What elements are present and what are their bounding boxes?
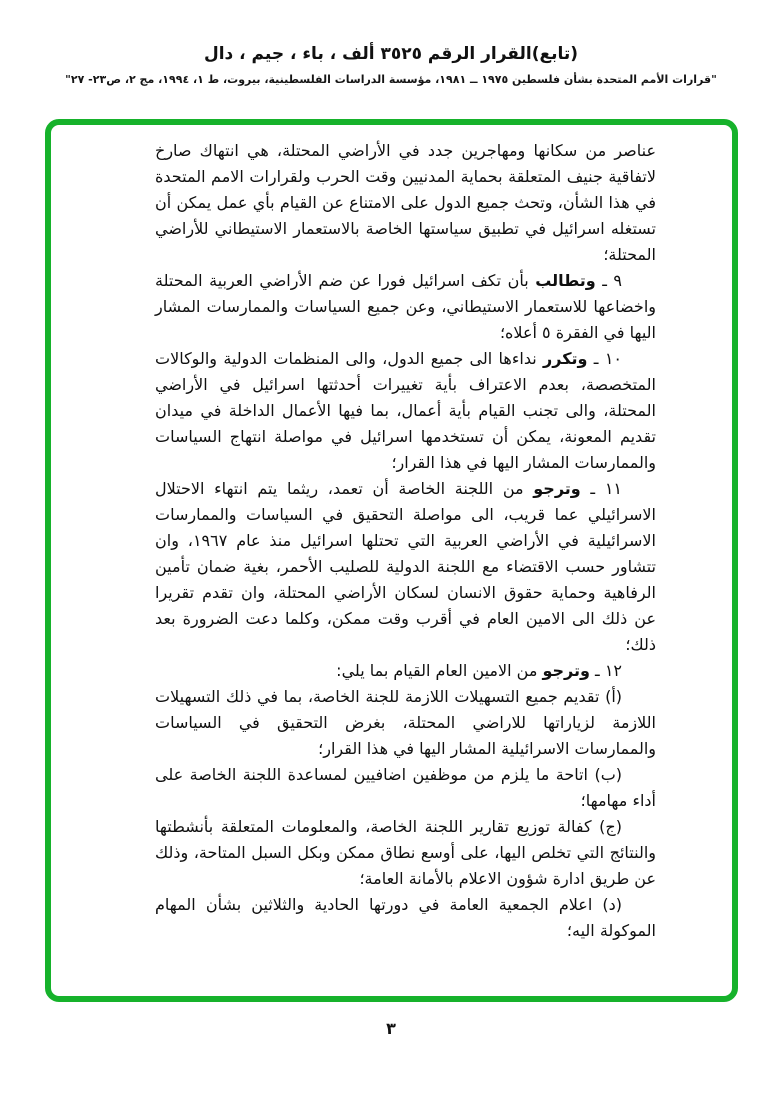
- paragraph-number: (أ): [599, 687, 623, 706]
- paragraph-subitem-d: [155, 892, 656, 944]
- paragraph-item-11: [155, 476, 656, 658]
- document-body: [155, 138, 656, 944]
- paragraph-number: ١٢ ـ: [589, 661, 622, 680]
- paragraph-lead: وتطالب: [535, 271, 596, 290]
- paragraph-text: عناصر من سكانها ومهاجرين جدد في الأراضي المحتلة، هي انتهاك صارخ لاتفاقية جنيف المتعلقة بحماية المدنيين وقت الحرب ولقرارات الامم المتحدة في هذا الشأن، وتحث جميع الدول على الامتناع عن القيام بأي عمل يمكن أن تستغله اسرائيل في تطبيق سياستها الخاصة بالاستعمار الاستيطاني للأراضي المحتلة؛: [155, 141, 656, 264]
- paragraph-text: نداءها الى جميع الدول، والى المنظمات الدولية والوكالات المتخصصة، بعدم الاعتراف بأية تغييرات أحدثتها اسرائيل في الأراضي المحتلة، والى تجنب القيام بأية أعمال، بما فيها الأعمال الداخلة في ميدان تقديم المعونة، يمكن أن تستخدمها اسرائيل في مواصلة انتهاج السياسات والممارسات المشار اليها في هذا القرار؛: [155, 349, 656, 472]
- paragraph-item-12: [155, 658, 656, 684]
- page-header: [0, 44, 782, 86]
- resolution-title: (تابع)القرار الرقم ٣٥٢٥ ألف ، باء ، جيم ، دال: [203, 44, 579, 64]
- paragraph-number: (ب): [587, 765, 622, 784]
- paragraph-text: اتاحة ما يلزم من موظفين اضافيين لمساعدة اللجنة الخاصة على أداء مهامها؛: [155, 765, 656, 810]
- paragraph-text: اعلام الجمعية العامة في دورتها الحادية والثلاثين بشأن المهام الموكولة اليه؛: [155, 895, 656, 940]
- paragraph-subitem-a: [155, 684, 656, 762]
- paragraph-item-10: [155, 346, 656, 476]
- paragraph-item-9: [155, 268, 656, 346]
- paragraph-subitem-j: [155, 814, 656, 892]
- paragraph-text: تقديم جميع التسهيلات اللازمة للجنة الخاصة، بما في ذلك التسهيلات اللازمة لزياراتها للاراضي المحتلة، بغرض التحقيق في السياسات والممارسات الاسرائيلية المشار اليها في هذا القرار؛: [155, 687, 656, 758]
- paragraph-text: من اللجنة الخاصة أن تعمد، ريثما يتم انتهاء الاحتلال الاسرائيلي عما قريب، الى مواصلة التحقيق في السياسات والممارسات الاسرائيلية في الأراضي العربية التي تحتلها اسرائيل منذ عام ١٩٦٧، وان تتشاور حسب الاقتضاء مع اللجنة الدولية للصليب الأحمر، بغية ضمان تأمين الرفاهية وحماية حقوق الانسان لسكان الأراضي المحتلة، وان تقدم تقريرا عن ذلك الى الامين العام في أقرب وقت ممكن، وكلما دعت الضرورة بعد ذلك؛: [155, 479, 657, 654]
- paragraph-lead: وترجو: [533, 479, 581, 498]
- paragraph-text: بأن تكف اسرائيل فورا عن ضم الأراضي العربية المحتلة واخضاعها للاستعمار الاستيطاني، وعن جميع السياسات والممارسات المشار اليها في الفقرة ٥ أعلاه؛: [155, 271, 656, 342]
- paragraph-subitem-b: [155, 762, 656, 814]
- paragraph-lead: وترجو: [542, 661, 590, 680]
- paragraph-continuation: [155, 138, 656, 268]
- paragraph-number: (د): [592, 895, 622, 914]
- paragraph-number: ١١ ـ: [580, 479, 623, 498]
- page-number: ٣: [386, 1019, 396, 1038]
- paragraph-number: ١٠ ـ: [587, 349, 623, 368]
- source-citation: "قرارات الأمم المتحدة بشأن فلسطين ١٩٧٥ ــ ١٩٨١، مؤسسة الدراسات الفلسطينية، بيروت، ط ١، ١٩٩٤، مج ٢، ص٢٣- ٢٧": [65, 73, 717, 86]
- paragraph-text: كفالة توزيع تقارير اللجنة الخاصة، والمعلومات المتعلقة بأنشطتها والنتائج التي تخلص اليها، على أوسع نطاق ممكن وبكل السبل المتاحة، وذلك عن طريق ادارة شؤون الاعلام بالأمانة العامة؛: [155, 817, 656, 888]
- paragraph-text: من الامين العام القيام بما يلي:: [336, 661, 543, 680]
- paragraph-number: (ج): [591, 817, 622, 836]
- paragraph-number: ٩ ـ: [595, 271, 623, 290]
- paragraph-lead: وتكرر: [543, 349, 588, 368]
